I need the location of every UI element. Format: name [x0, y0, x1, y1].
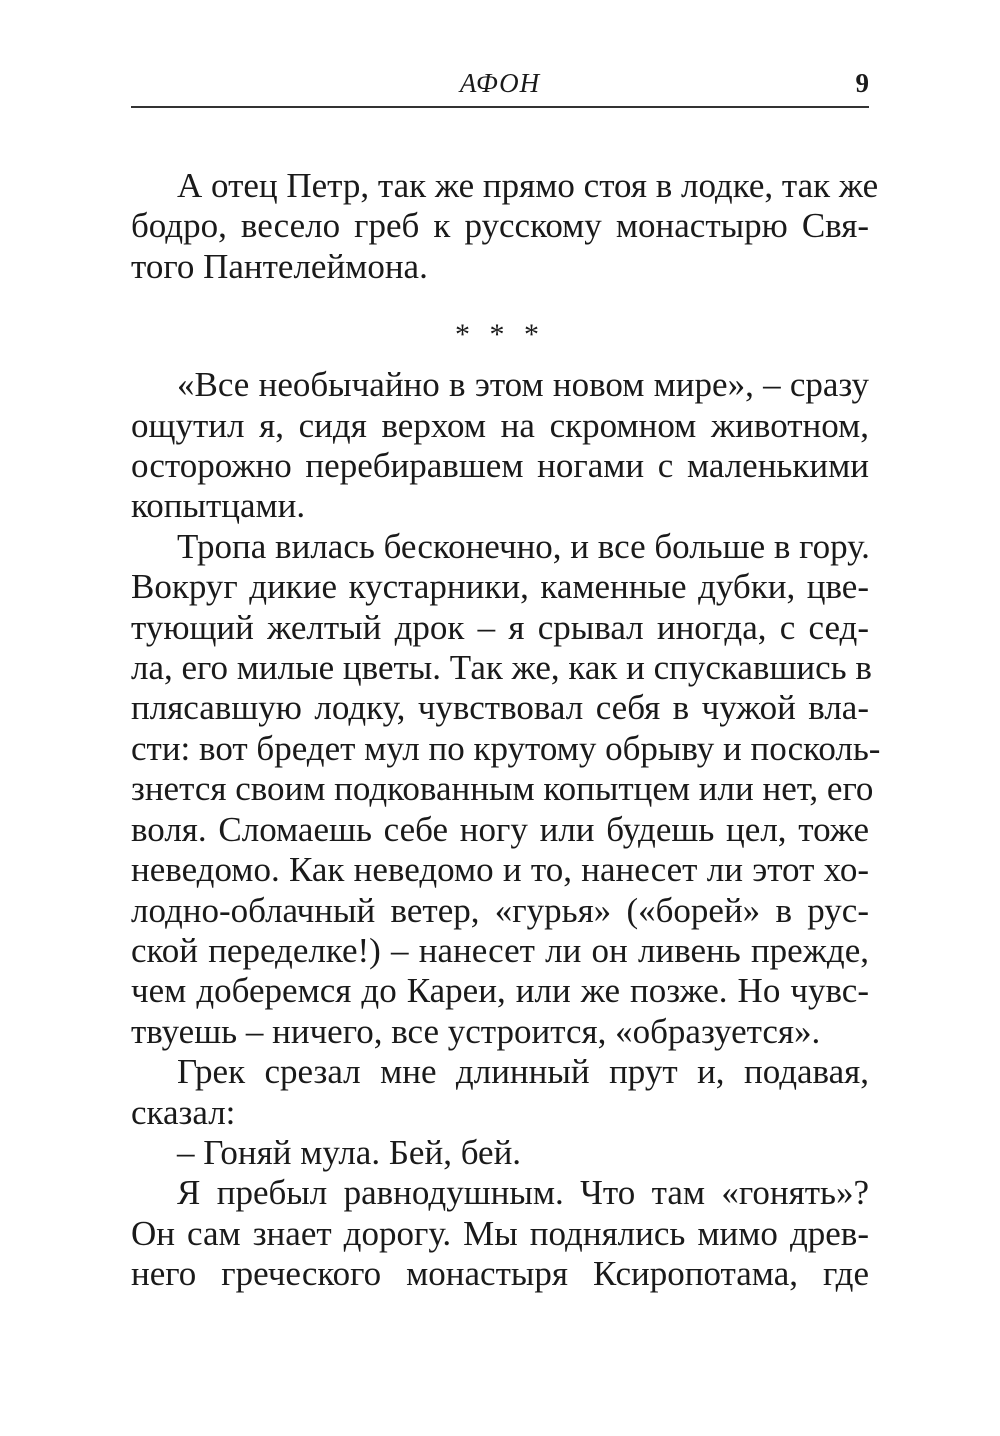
text-line: ла, его милые цветы. Так же, как и спускавшись в: [131, 648, 872, 688]
text-line: плясавшую лодку, чувствовал себя в чужой вла-: [131, 688, 869, 728]
page-number: 9: [855, 68, 869, 98]
paragraph-6: [131, 1173, 869, 1294]
text-line: лодно-облачный ветер, «гурья» («борей» в рус-: [131, 890, 869, 930]
text-line: знется своим подкованным копытцем или нет, его: [131, 769, 874, 809]
text-line: Грек срезал мне длинный прут и, подавая,: [177, 1052, 869, 1092]
paragraph-3: [131, 526, 881, 1052]
text-line: твуешь – ничего, все устроится, «образуется».: [131, 1011, 821, 1051]
text-line: него греческого монастыря Ксиропотама, где: [131, 1254, 869, 1294]
paragraph-4: [131, 1052, 869, 1133]
paragraph-2: [131, 365, 869, 527]
text-line: неведомо. Как неведомо и то, нанесет ли этот хо-: [131, 850, 869, 890]
paragraph-5-dialogue: [131, 1133, 869, 1173]
text-line: Он сам знает дорогу. Мы поднялись мимо древ-: [131, 1213, 869, 1253]
text-line: того Пантелеймона.: [131, 246, 428, 286]
running-header: [131, 66, 869, 108]
text-line: Я пребыл равнодушным. Что там «гонять»?: [177, 1173, 869, 1213]
text-line: Тропа вилась бесконечно, и все больше в гору.: [177, 526, 870, 566]
text-line: осторожно перебиравшем ногами с маленькими: [131, 446, 869, 486]
text-line: тующий желтый дрок – я срывал иногда, с сед-: [131, 607, 869, 647]
section-separator: * * *: [455, 318, 545, 352]
text-line: воля. Сломаешь себе ногу или будешь цел, тоже: [131, 809, 869, 849]
text-line: бодро, весело греб к русскому монастырю Свя-: [131, 206, 869, 246]
text-line: сти: вот бредет мул по крутому обрыву и посколь-: [131, 728, 881, 768]
text-line: А отец Петр, так же прямо стоя в лодке, так же: [177, 166, 879, 205]
text-line: копытцами.: [131, 486, 306, 526]
text-line: чем доберемся до Кареи, или же позже. Но чувс-: [131, 971, 869, 1011]
text-line: Вокруг дикие кустарники, каменные дубки, цве-: [131, 567, 869, 607]
running-title: АФОН: [459, 68, 541, 98]
text-line: – Гоняй мула. Бей, бей.: [177, 1132, 522, 1172]
text-line: «Все необычайно в этом новом мире», – сразу: [177, 365, 869, 405]
paragraph-1: [131, 166, 879, 287]
text-body: [131, 166, 881, 1295]
text-line: ской переделке!) – нанесет ли он ливень прежде,: [131, 930, 869, 970]
text-line: ощутил я, сидя верхом на скромном животном,: [131, 405, 869, 445]
text-line: сказал:: [131, 1092, 236, 1132]
